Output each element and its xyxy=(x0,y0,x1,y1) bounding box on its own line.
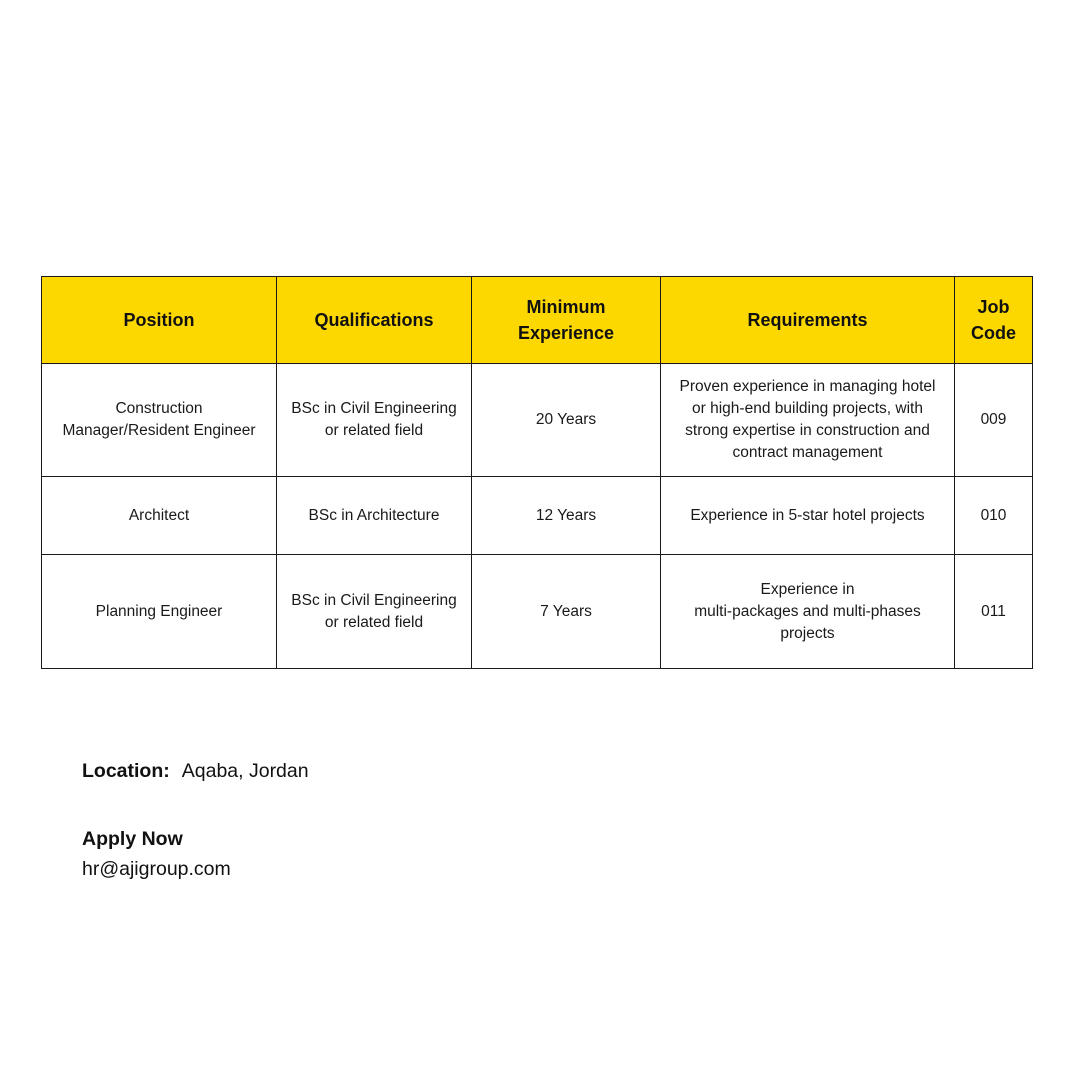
cell-job-code: 009 xyxy=(955,364,1033,477)
location-value: Aqaba, Jordan xyxy=(181,760,309,782)
table-row xyxy=(42,364,1033,477)
cell-requirements: Experience in 5-star hotel projects xyxy=(661,477,955,555)
apply-email-link[interactable]: hr@ajigroup.com xyxy=(82,858,231,880)
cell-experience: 20 Years xyxy=(472,364,661,477)
location-label: Location: xyxy=(82,760,170,782)
cell-job-code: 010 xyxy=(955,477,1033,555)
cell-requirements: Experience in multi-packages and multi-phases projects xyxy=(661,555,955,669)
table-header-row xyxy=(42,277,1033,364)
table-row xyxy=(42,477,1033,555)
location-line xyxy=(82,758,309,784)
header-qualifications: Qualifications xyxy=(277,277,472,364)
cell-qualifications: BSc in Architecture xyxy=(277,477,472,555)
cell-qualifications: BSc in Civil Engineering or related field xyxy=(277,555,472,669)
cell-requirements: Proven experience in managing hotel or high-end building projects, with strong expertise in construction and contract management xyxy=(661,364,955,477)
header-job-code: Job Code xyxy=(955,277,1033,364)
header-position: Position xyxy=(42,277,277,364)
cell-position: Planning Engineer xyxy=(42,555,277,669)
cell-experience: 7 Years xyxy=(472,555,661,669)
cell-position: Construction Manager/Resident Engineer xyxy=(42,364,277,477)
header-minimum-experience: Minimum Experience xyxy=(472,277,661,364)
cell-experience: 12 Years xyxy=(472,477,661,555)
cell-qualifications: BSc in Civil Engineering or related field xyxy=(277,364,472,477)
header-requirements: Requirements xyxy=(661,277,955,364)
jobs-table xyxy=(41,276,1033,669)
cell-job-code: 011 xyxy=(955,555,1033,669)
table-row xyxy=(42,555,1033,669)
apply-now-heading: Apply Now xyxy=(82,828,183,850)
cell-position: Architect xyxy=(42,477,277,555)
